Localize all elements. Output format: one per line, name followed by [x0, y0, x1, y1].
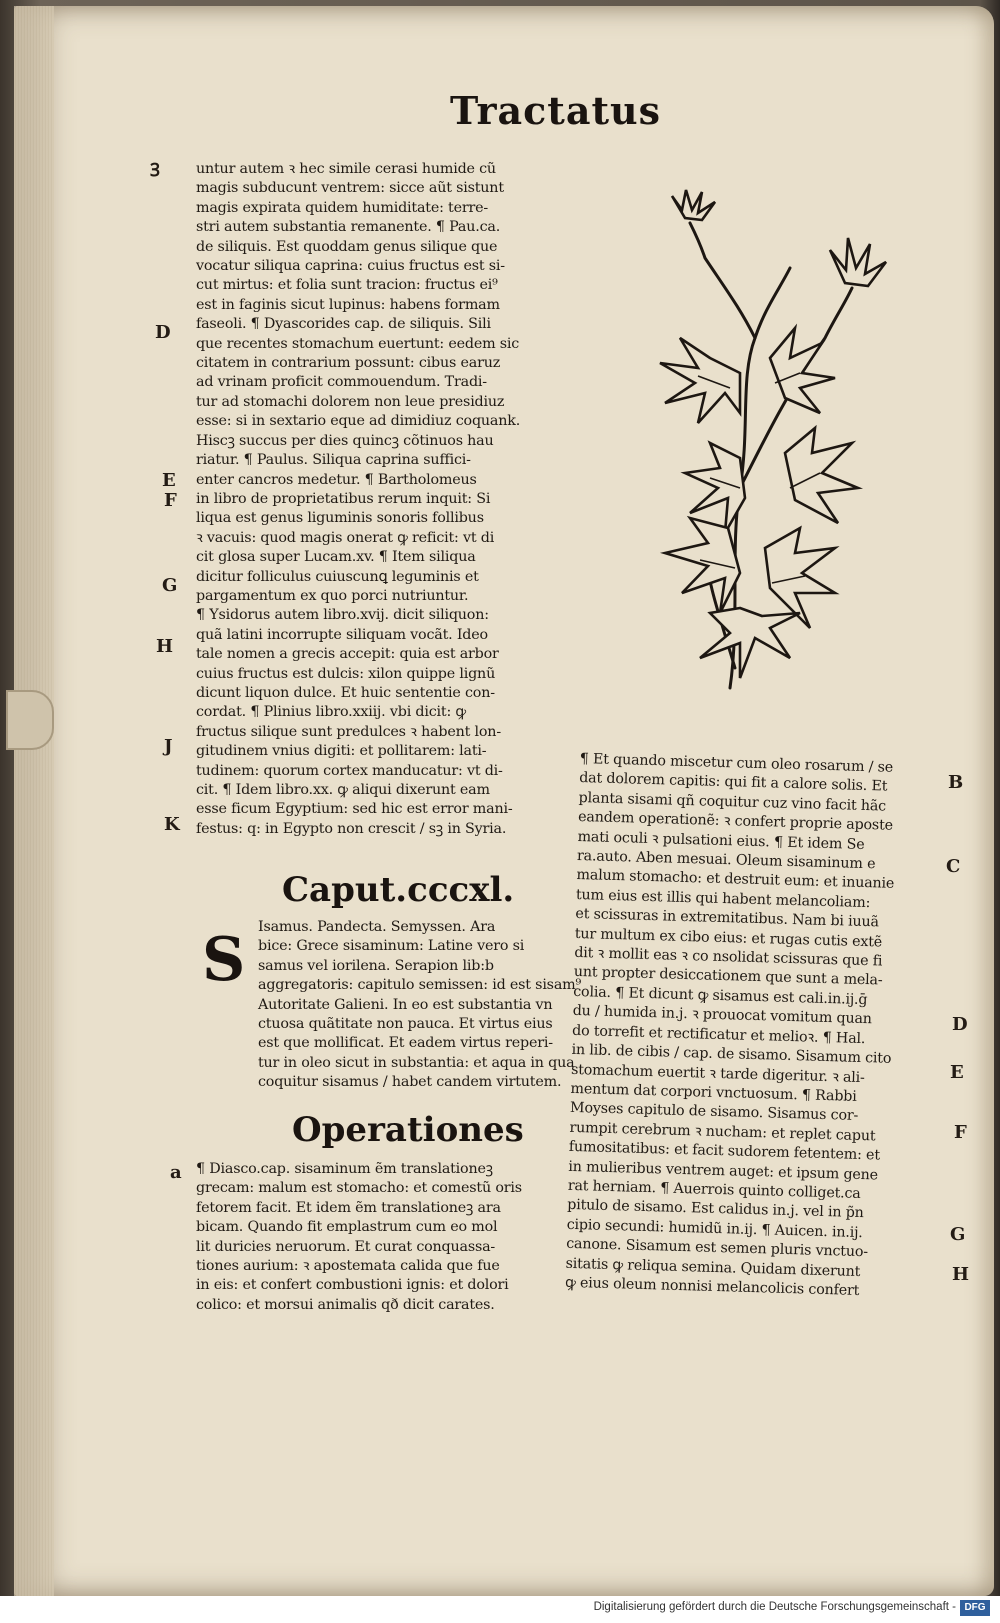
- text-line: cut mirtus: et folia sunt tracion: fructus ei⁹: [196, 277, 498, 294]
- text-line: tiones aurium: ꝛ apostemata calida que fue: [196, 1258, 500, 1275]
- text-line: liqua est genus liguminis sonoris follibus: [196, 510, 484, 527]
- text-line: coquitur sisamus / habet candem virtutem.: [258, 1074, 562, 1091]
- text-line: tur ad stomachi dolorem non leue presidiuz: [196, 393, 505, 410]
- text-line: do torrefit et rectificatur et melioꝛ. ¶ Hal.: [571, 1022, 866, 1047]
- text-line: tum eius est illis qui habent melancoliam:: [575, 886, 871, 912]
- margin-letter-left: F: [164, 490, 177, 511]
- text-line: magis subducunt ventrem: sicce aũt sistunt: [196, 180, 504, 197]
- text-line: ctuosa quãtitate non pauca. Et virtus eius: [258, 1016, 553, 1033]
- dfg-logo: DFG: [960, 1600, 990, 1616]
- text-line: cordat. ¶ Plinius libro.xxiij. vbi dicit: ꝙ: [196, 704, 466, 721]
- text-line: ¶ Et quando miscetur cum oleo rosarum / se: [579, 750, 894, 776]
- text-line: et scissuras in extremitatibus. Nam bi iuuã: [575, 906, 880, 931]
- text-line: Isamus. Pandecta. Semyssen. Ara: [258, 919, 496, 935]
- text-line: gitudinem vnius digiti: et pollitarem: lati-: [196, 743, 487, 760]
- text-line: rumpit cerebrum ꝛ nucham: et replet caput: [569, 1119, 876, 1145]
- margin-letter-left: H: [156, 636, 174, 657]
- text-line: esse ficum Egyptium: sed hic est error mani-: [196, 801, 513, 818]
- text-line: faseoli. ¶ Dyascorides cap. de siliquis. Sili: [196, 316, 491, 333]
- footer-credit: Digitalisierung gefördert durch die Deutsche Forschungsgemeinschaft -: [593, 1601, 956, 1613]
- text-line: enter cancros medetur. ¶ Bartholomeus: [196, 471, 477, 488]
- chapter-intro-text: [196, 918, 582, 1093]
- book-clasp: [6, 690, 54, 750]
- margin-letter-right: H: [952, 1264, 970, 1285]
- text-line: cit glosa super Lucam.xv. ¶ Item siliqua: [196, 549, 476, 566]
- margin-letter-left: E: [162, 470, 176, 491]
- text-line: bice: Grece sisaminum: Latine vero si: [258, 938, 525, 955]
- text-line: festus: q: in Egypto non crescit / sꝫ in Syria.: [196, 820, 507, 837]
- text-line: magis expirata quidem humiditate: terre-: [196, 199, 489, 216]
- text-line: mentum dat corpori vnctuosum. ¶ Rabbi: [570, 1080, 857, 1105]
- text-line: pargamentum ex quo porci nutriuntur.: [196, 587, 469, 604]
- margin-letter-right: G: [950, 1224, 966, 1245]
- operationes-text: [196, 1160, 556, 1315]
- text-line: colia. ¶ Et dicunt ꝙ sisamus est cali.in.ij.ḡ: [573, 983, 868, 1008]
- decorated-initial: S: [202, 925, 246, 995]
- text-line: samus vel iorilena. Serapion lib:b: [258, 957, 494, 974]
- text-line: untur autem ꝛ hec simile cerasi humide cũ: [196, 161, 496, 177]
- text-line: fumositatibus: et facit sudorem fetentem: et: [568, 1138, 881, 1164]
- text-line: tur multum ex cibo eius: et rugas cutis extẽ: [574, 925, 883, 951]
- text-line: in mulieribus ventrem auget: et ipsum gene: [568, 1158, 879, 1184]
- text-line: que recentes stomachum euertunt: eedem sic: [196, 335, 520, 352]
- text-line: esse: si in sextario eque ad dimidiuz coquank.: [196, 413, 521, 430]
- text-line: stomachum euertit ꝛ tarde digeritur. ꝛ ali-: [570, 1061, 865, 1086]
- text-line: dicitur folliculus cuiuscunꝗ leguminis et: [196, 568, 479, 585]
- text-line: in lib. de cibis / cap. de sisamo. Sisamum cito: [571, 1041, 892, 1067]
- text-line: quã latini incorrupte siliquam vocãt. Ideo: [196, 626, 488, 643]
- text-line: tale nomen a grecis accepit: quia est arbor: [196, 646, 499, 663]
- text-line: in libro de proprietatibus rerum inquit: Si: [196, 490, 491, 507]
- text-line: est in faginis sicut lupinus: habens formam: [196, 296, 500, 313]
- text-line: ¶ Ysidorus autem libro.xvij. dicit siliquon:: [196, 607, 489, 624]
- margin-letter-right: E: [950, 1062, 964, 1083]
- text-line: tur in oleo sicut in substantia: et aqua in qua: [258, 1054, 575, 1071]
- left-column-bottom-text: [196, 918, 582, 1093]
- text-line: stri autem substantia remanente. ¶ Pau.ca.: [196, 219, 501, 236]
- text-line: dicunt liquon dulce. Et huic sententie con-: [196, 684, 495, 701]
- text-line: ¶ Diasco.cap. sisaminum ẽm translationeꝫ: [196, 1161, 493, 1177]
- text-line: Moyses capitulo de sisamo. Sisamus cor-: [569, 1100, 859, 1125]
- margin-letter-left: D: [155, 322, 171, 343]
- text-line: eandem operationẽ: ꝛ confert proprie aposte: [577, 809, 894, 834]
- text-line: malum stomacho: et destruit eum: et inuanie: [576, 867, 895, 893]
- text-line: Hiscꝫ succus per dies quincꝫ cõtinuos hau: [196, 432, 494, 449]
- margin-letter-right: B: [948, 772, 964, 793]
- margin-letter-left: a: [170, 1162, 182, 1183]
- text-line: planta sisami qñ coquitur cuz vino facit hãc: [578, 789, 887, 815]
- text-line: cuius fructus est dulcis: xilon quippe lignũ: [196, 665, 496, 682]
- margin-letter-left: G: [162, 575, 178, 596]
- margin-letter-right: D: [952, 1014, 968, 1035]
- text-line: ad vrinam proficit commouendum. Tradi-: [196, 374, 487, 391]
- text-line: colico: et morsui animalis qð dicit carates.: [196, 1296, 495, 1313]
- text-line: pitulo de sisamo. Est calidus in.j. vel in p̃n: [567, 1197, 864, 1222]
- text-line: rat herniam. ¶ Auerrois quinto colliget.ca: [567, 1177, 861, 1202]
- section-title: Operationes: [292, 1110, 524, 1150]
- text-line: bicam. Quando fit emplastrum cum eo mol: [196, 1219, 498, 1236]
- margin-letter-right: F: [954, 1122, 967, 1143]
- plant-woodcut-illustration: [590, 188, 890, 708]
- text-line: tudinem: quorum cortex manducatur: vt di-: [196, 762, 503, 779]
- text-line: vocatur siliqua caprina: cuius fructus est si-: [196, 258, 505, 275]
- margin-letter-left: K: [164, 814, 180, 835]
- chapter-title: Caput.cccxl.: [282, 870, 515, 910]
- text-line: grecam: malum est stomacho: et comestũ oris: [196, 1180, 522, 1197]
- text-line: citatem in contrarium possunt: cibus earuz: [196, 355, 501, 372]
- text-line: canone. Sisamum est semen pluris vnctuo-: [565, 1235, 869, 1261]
- margin-letter-right: C: [946, 856, 961, 877]
- text-line: du / humida in.j. ꝛ prouocat vomitum quan: [572, 1003, 873, 1028]
- page-edges: [14, 6, 54, 1596]
- text-line: cipio secundi: humidũ in.ij. ¶ Auicen. in.ij.: [566, 1216, 863, 1241]
- text-line: fetorem facit. Et idem ẽm translationeꝫ ara: [196, 1199, 501, 1216]
- text-line: ꝙ eius oleum nonnisi melancolicis confert: [564, 1274, 860, 1299]
- margin-letter-left: Ꝫ: [150, 160, 160, 181]
- text-line: Autoritate Galieni. In eo est substantia vn: [258, 996, 553, 1013]
- text-line: ra.auto. Aben mesuai. Oleum sisaminum e: [576, 847, 876, 873]
- text-line: ꝛ vacuis: quod magis onerat ꝙ reficit: vt di: [196, 529, 495, 546]
- text-line: est que mollificat. Et eadem virtus reperi-: [258, 1035, 553, 1052]
- right-column-text: [565, 750, 940, 1303]
- text-line: aggregatoris: capitulo semissen: id est sisam⁹: [258, 977, 582, 994]
- text-line: in eis: et confert combustioni ignis: et dolori: [196, 1277, 509, 1294]
- left-column-top-text: [196, 160, 556, 839]
- margin-letter-left: J: [164, 736, 173, 757]
- running-head: Tractatus: [450, 88, 662, 133]
- text-line: dit ꝛ mollit eas ꝛ co nsolidat scissuras que fi: [574, 944, 883, 970]
- text-line: dat dolorem capitis: qui fit a calore solis. Et: [578, 770, 888, 795]
- text-line: lit duricies neruorum. Et curat conquassa-: [196, 1238, 496, 1255]
- text-line: de siliquis. Est quoddam genus silique que: [196, 238, 498, 255]
- text-line: fructus silique sunt predulces ꝛ habent lon-: [196, 723, 501, 740]
- text-line: sitatis ꝙ reliqua semina. Quidam dixerunt: [565, 1255, 861, 1280]
- text-line: unt propter desiccationem que sunt a mela-: [573, 964, 883, 990]
- text-line: riatur. ¶ Paulus. Siliqua caprina suffici-: [196, 452, 471, 469]
- text-line: mati oculi ꝛ pulsationi eius. ¶ Et idem Se: [577, 828, 865, 853]
- text-line: cit. ¶ Idem libro.xx. ꝙ aliqui dixerunt eam: [196, 782, 490, 798]
